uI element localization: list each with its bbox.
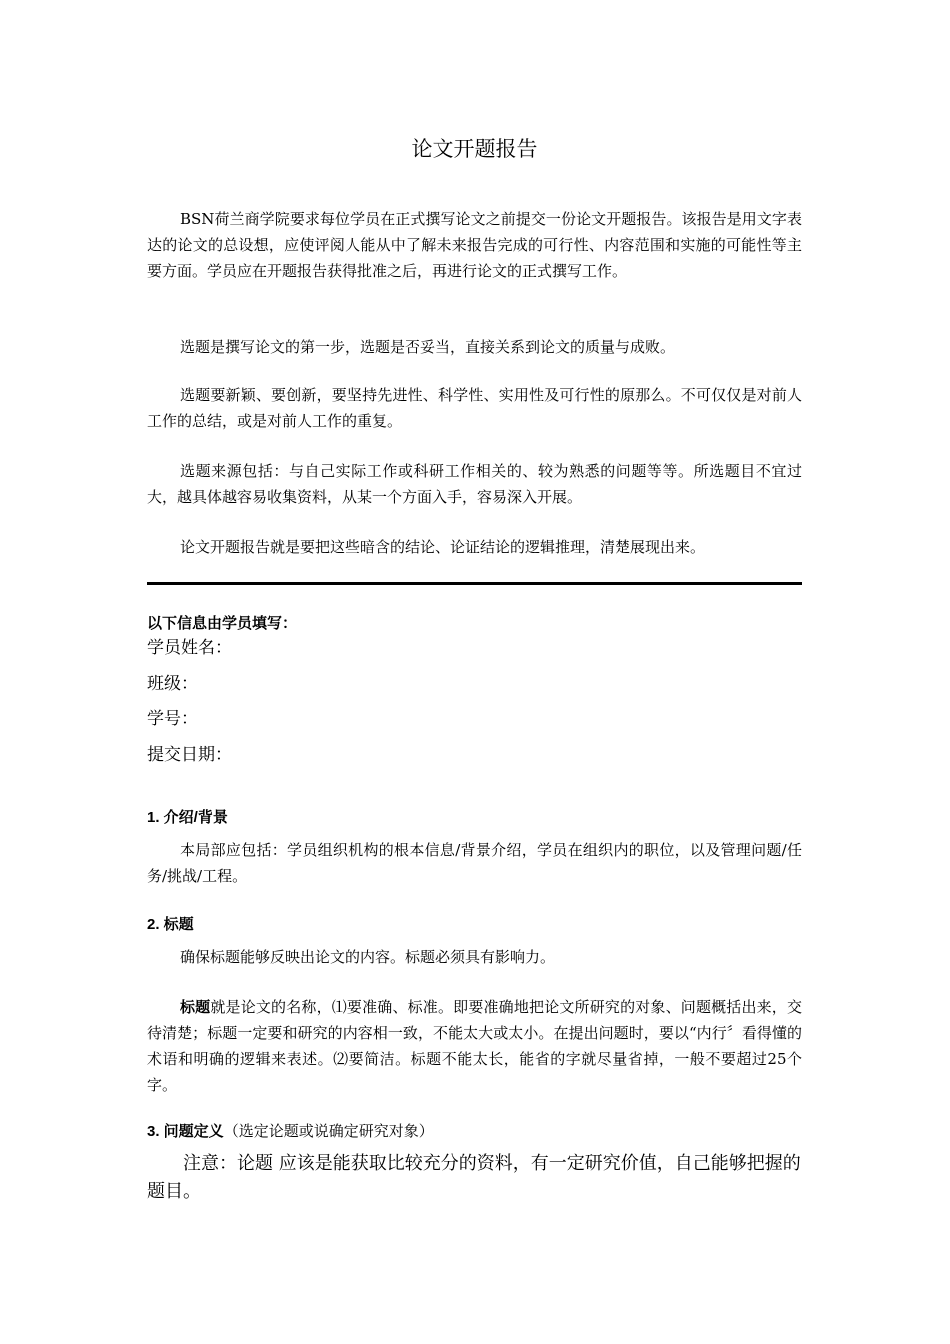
section3-note: 注意：论题 应该是能获取比较充分的资料，有一定研究价值，自己能够把握的题目。 (147, 1153, 801, 1202)
submit-date-label: 提交日期： (147, 745, 232, 765)
section3-heading-line (147, 1120, 434, 1143)
student-info-heading: 以下信息由学员填写： (147, 615, 298, 632)
section2-heading: 2. 标题 (147, 916, 194, 933)
class-label: 班级： (147, 674, 198, 694)
section2-body1: 确保标题能够反映出论文的内容。标题必须具有影响力。 (180, 948, 556, 966)
section2-body2-bold: 标题 (180, 998, 211, 1016)
document-title: 论文开题报告 (411, 137, 538, 161)
section1-body: 本局部应包括：学员组织机构的根本信息/背景介绍，学员在组织内的职位，以及管理问题/任务/挑战/工程。 (147, 841, 802, 885)
section2-body2 (147, 994, 802, 1098)
section-divider (147, 582, 802, 585)
student-name-label: 学员姓名： (147, 638, 232, 658)
section1-heading: 1. 介绍/背景 (147, 809, 228, 826)
intro-paragraph-4: 选题来源包括：与自己实际工作或科研工作相关的、较为熟悉的问题等等。所选题目不宜过大，越具体越容易收集资料，从某一个方面入手，容易深入开展。 (147, 462, 802, 506)
intro-paragraph-1: BSN荷兰商学院要求每位学员在正式撰写论文之前提交一份论文开题报告。该报告是用文字表达的论文的总设想，应使评阅人能从中了解未来报告完成的可行性、内容范围和实施的可能性等主要方面。学员应在开题报告获得批准之后，再进行论文的正式撰写工作。 (147, 210, 802, 280)
section3-heading-note: （选定论题或说确定研究对象） (223, 1122, 434, 1140)
intro-paragraph-2: 选题是撰写论文的第一步，选题是否妥当，直接关系到论文的质量与成败。 (180, 338, 676, 356)
student-id-label: 学号： (147, 709, 198, 729)
intro-paragraph-5: 论文开题报告就是要把这些暗含的结论、论证结论的逻辑推理，清楚展现出来。 (180, 538, 706, 556)
intro-paragraph-3: 选题要新颖、要创新，要坚持先进性、科学性、实用性及可行性的原那么。不可仅仅是对前人工作的总结，或是对前人工作的重复。 (147, 386, 802, 430)
section3-heading: 3. 问题定义 (147, 1123, 224, 1140)
section2-body2-rest: 就是论文的名称，⑴要准确、标准。即要准确地把论文所研究的对象、问题概括出来，交待清楚；标题一定要和研究的内容相一致，不能太大或太小。在提出问题时，要以“内行〞看得懂的术语和明确的逻辑来表述。⑵要简洁。标题不能太长，能省的字就尽量省掉，一般不要超过25个字。 (147, 998, 802, 1094)
